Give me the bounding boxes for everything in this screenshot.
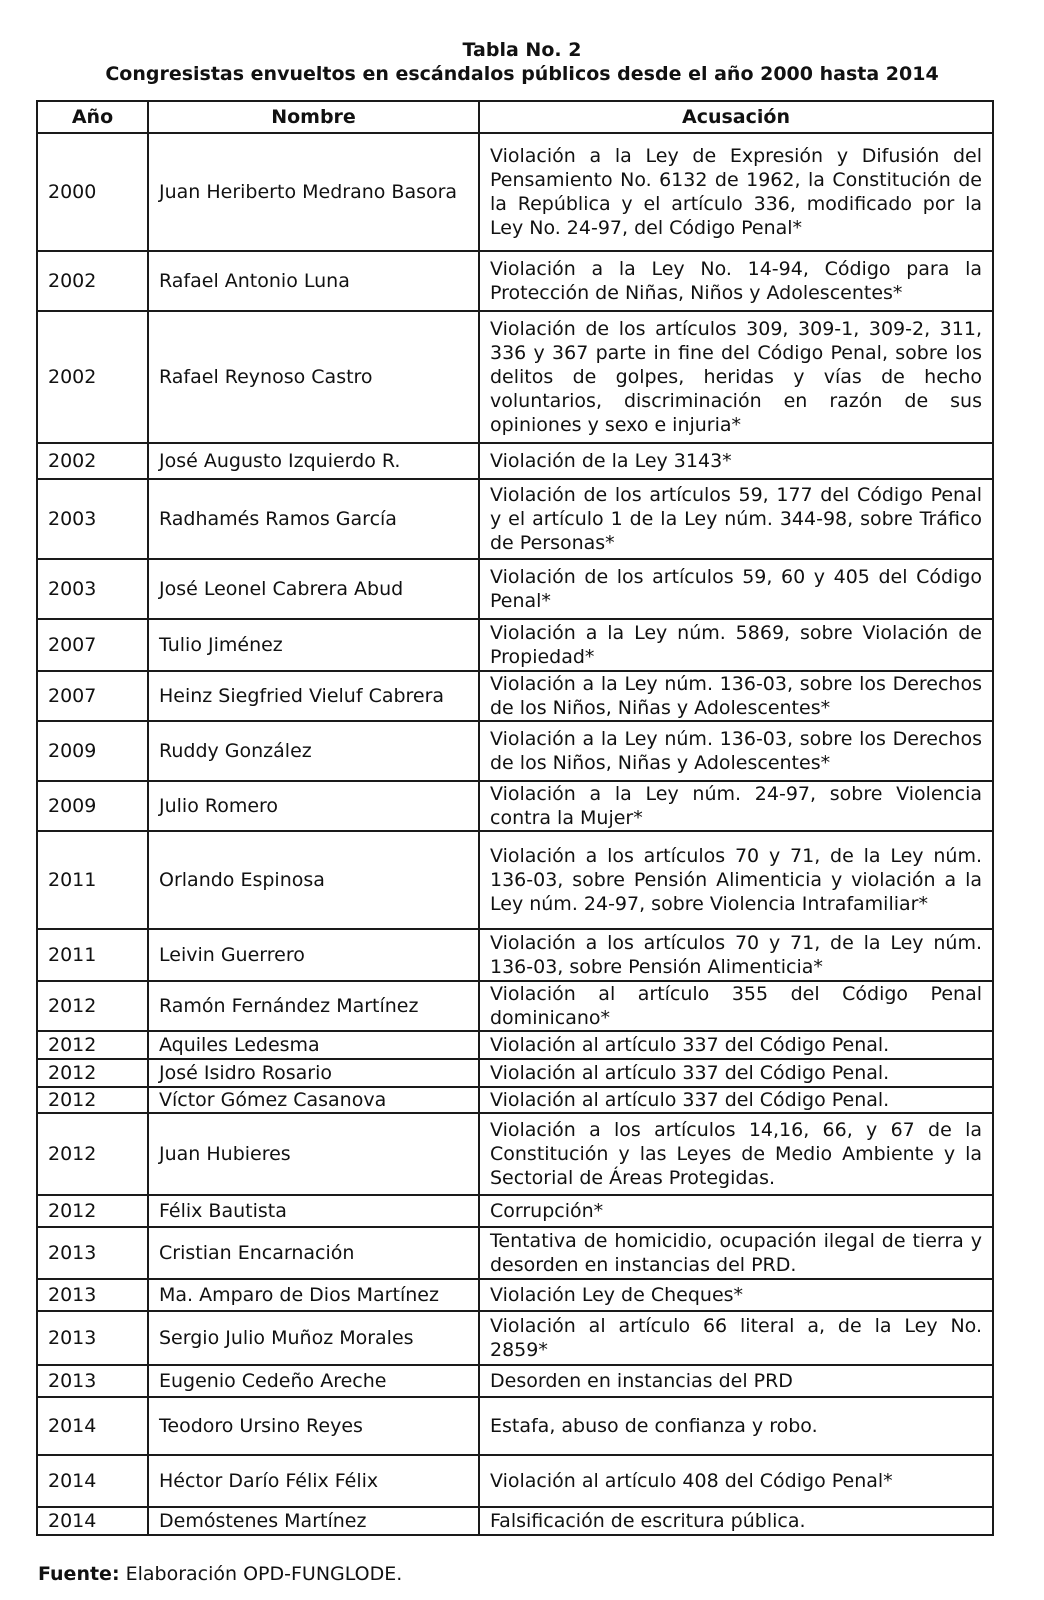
row-year: 2002 [37, 311, 148, 443]
row-accusation: Violación al artículo 408 del Código Penal* [479, 1455, 993, 1507]
row-name: Teodoro Ursino Reyes [148, 1397, 479, 1455]
row-name: Ramón Fernández Martínez [148, 981, 479, 1031]
source-text: Elaboración OPD-FUNGLODE. [125, 1563, 403, 1585]
row-year: 2012 [37, 1087, 148, 1113]
row-accusation: Violación a la Ley núm. 136-03, sobre los Derechos de los Niños, Niñas y Adolescentes* [479, 721, 993, 781]
row-name: Tulio Jiménez [148, 619, 479, 671]
row-year: 2003 [37, 559, 148, 619]
row-year: 2013 [37, 1227, 148, 1279]
table-row [37, 1311, 993, 1365]
source-label: Fuente: [38, 1563, 120, 1585]
table-row [37, 559, 993, 619]
table-row [37, 831, 993, 929]
table-row [37, 981, 993, 1031]
row-accusation: Violación de los artículos 59, 60 y 405 del Código Penal* [479, 559, 993, 619]
table-row [37, 133, 993, 251]
row-name: José Isidro Rosario [148, 1059, 479, 1087]
row-accusation: Violación a los artículos 70 y 71, de la Ley núm. 136-03, sobre Pensión Alimenticia* [479, 929, 993, 981]
row-name: Ma. Amparo de Dios Martínez [148, 1279, 479, 1311]
source-note [38, 1562, 402, 1586]
row-year: 2014 [37, 1397, 148, 1455]
row-year: 2003 [37, 479, 148, 559]
row-name: Demóstenes Martínez [148, 1507, 479, 1535]
row-name: Orlando Espinosa [148, 831, 479, 929]
row-year: 2012 [37, 1031, 148, 1059]
row-accusation: Violación a la Ley núm. 5869, sobre Violación de Propiedad* [479, 619, 993, 671]
table-row [37, 479, 993, 559]
table-row [37, 311, 993, 443]
table-row [37, 929, 993, 981]
header-row [37, 101, 993, 133]
table-row [37, 1365, 993, 1397]
row-year: 2011 [37, 929, 148, 981]
table-row [37, 1455, 993, 1507]
row-accusation: Violación de la Ley 3143* [479, 443, 993, 479]
row-name: Héctor Darío Félix Félix [148, 1455, 479, 1507]
row-accusation: Violación a los artículos 14,16, 66, y 67 de la Constitución y las Leyes de Medio Ambiente y la Sectorial de Áreas Protegidas. [479, 1113, 993, 1195]
row-name: Víctor Gómez Casanova [148, 1087, 479, 1113]
table-row [37, 1279, 993, 1311]
table-row [37, 1031, 993, 1059]
table-row [37, 251, 993, 311]
row-year: 2014 [37, 1455, 148, 1507]
row-accusation: Violación al artículo 337 del Código Penal. [479, 1031, 993, 1059]
row-accusation: Violación de los artículos 59, 177 del Código Penal y el artículo 1 de la Ley núm. 344-98, sobre Tráfico de Personas* [479, 479, 993, 559]
row-name: Leivin Guerrero [148, 929, 479, 981]
table-row [37, 781, 993, 831]
table-row [37, 443, 993, 479]
header-accusation: Acusación [479, 101, 993, 133]
row-year: 2007 [37, 619, 148, 671]
row-year: 2007 [37, 671, 148, 721]
row-accusation: Violación al artículo 355 del Código Penal dominicano* [479, 981, 993, 1031]
row-accusation: Violación a la Ley núm. 136-03, sobre los Derechos de los Niños, Niñas y Adolescentes* [479, 671, 993, 721]
table-row [37, 721, 993, 781]
row-accusation: Violación al artículo 337 del Código Penal. [479, 1087, 993, 1113]
row-name: Ruddy González [148, 721, 479, 781]
row-year: 2002 [37, 251, 148, 311]
table-row [37, 619, 993, 671]
row-accusation: Estafa, abuso de confianza y robo. [479, 1397, 993, 1455]
row-accusation: Violación a la Ley No. 14-94, Código para la Protección de Niñas, Niños y Adolescentes* [479, 251, 993, 311]
row-name: Rafael Antonio Luna [148, 251, 479, 311]
row-name: Félix Bautista [148, 1195, 479, 1227]
row-accusation: Falsificación de escritura pública. [479, 1507, 993, 1535]
row-name: Sergio Julio Muñoz Morales [148, 1311, 479, 1365]
row-accusation: Desorden en instancias del PRD [479, 1365, 993, 1397]
scandals-table [36, 100, 994, 1536]
row-accusation: Violación a la Ley núm. 24-97, sobre Violencia contra la Mujer* [479, 781, 993, 831]
table-row [37, 1195, 993, 1227]
table-title: Tabla No. 2 [462, 39, 582, 61]
row-accusation: Violación al artículo 337 del Código Penal. [479, 1059, 993, 1087]
row-year: 2011 [37, 831, 148, 929]
row-name: Heinz Siegfried Vieluf Cabrera [148, 671, 479, 721]
row-name: Juan Heriberto Medrano Basora [148, 133, 479, 251]
table-row [37, 1507, 993, 1535]
row-year: 2012 [37, 981, 148, 1031]
row-year: 2012 [37, 1195, 148, 1227]
row-name: Julio Romero [148, 781, 479, 831]
row-name: Eugenio Cedeño Areche [148, 1365, 479, 1397]
table-row [37, 1227, 993, 1279]
row-year: 2012 [37, 1113, 148, 1195]
row-year: 2013 [37, 1279, 148, 1311]
table-row [37, 1113, 993, 1195]
row-accusation: Violación a los artículos 70 y 71, de la Ley núm. 136-03, sobre Pensión Alimenticia y violación a la Ley núm. 24-97, sobre Violencia Intrafamiliar* [479, 831, 993, 929]
row-accusation: Tentativa de homicidio, ocupación ilegal de tierra y desorden en instancias del PRD. [479, 1227, 993, 1279]
row-year: 2012 [37, 1059, 148, 1087]
row-year: 2013 [37, 1365, 148, 1397]
row-name: Radhamés Ramos García [148, 479, 479, 559]
row-name: Juan Hubieres [148, 1113, 479, 1195]
row-name: José Augusto Izquierdo R. [148, 443, 479, 479]
table-row [37, 1397, 993, 1455]
header-name: Nombre [148, 101, 479, 133]
row-year: 2002 [37, 443, 148, 479]
row-year: 2014 [37, 1507, 148, 1535]
table-row [37, 671, 993, 721]
row-year: 2013 [37, 1311, 148, 1365]
row-accusation: Corrupción* [479, 1195, 993, 1227]
row-name: José Leonel Cabrera Abud [148, 559, 479, 619]
row-year: 2009 [37, 721, 148, 781]
row-year: 2000 [37, 133, 148, 251]
row-accusation: Violación al artículo 66 literal a, de la Ley No. 2859* [479, 1311, 993, 1365]
row-name: Rafael Reynoso Castro [148, 311, 479, 443]
row-name: Cristian Encarnación [148, 1227, 479, 1279]
table-row [37, 1059, 993, 1087]
row-year: 2009 [37, 781, 148, 831]
table-row [37, 1087, 993, 1113]
row-accusation: Violación Ley de Cheques* [479, 1279, 993, 1311]
header-year: Año [37, 101, 148, 133]
row-name: Aquiles Ledesma [148, 1031, 479, 1059]
row-accusation: Violación a la Ley de Expresión y Difusión del Pensamiento No. 6132 de 1962, la Constitución de la República y el artículo 336, modificado por la Ley No. 24-97, del Código Penal* [479, 133, 993, 251]
table-subtitle: Congresistas envueltos en escándalos públicos desde el año 2000 hasta 2014 [105, 63, 939, 85]
row-accusation: Violación de los artículos 309, 309-1, 309-2, 311, 336 y 367 parte in fine del Código Penal, sobre los delitos de golpes, heridas y vías de hecho voluntarios, discriminación en razón de sus opiniones y sexo e injuria* [479, 311, 993, 443]
